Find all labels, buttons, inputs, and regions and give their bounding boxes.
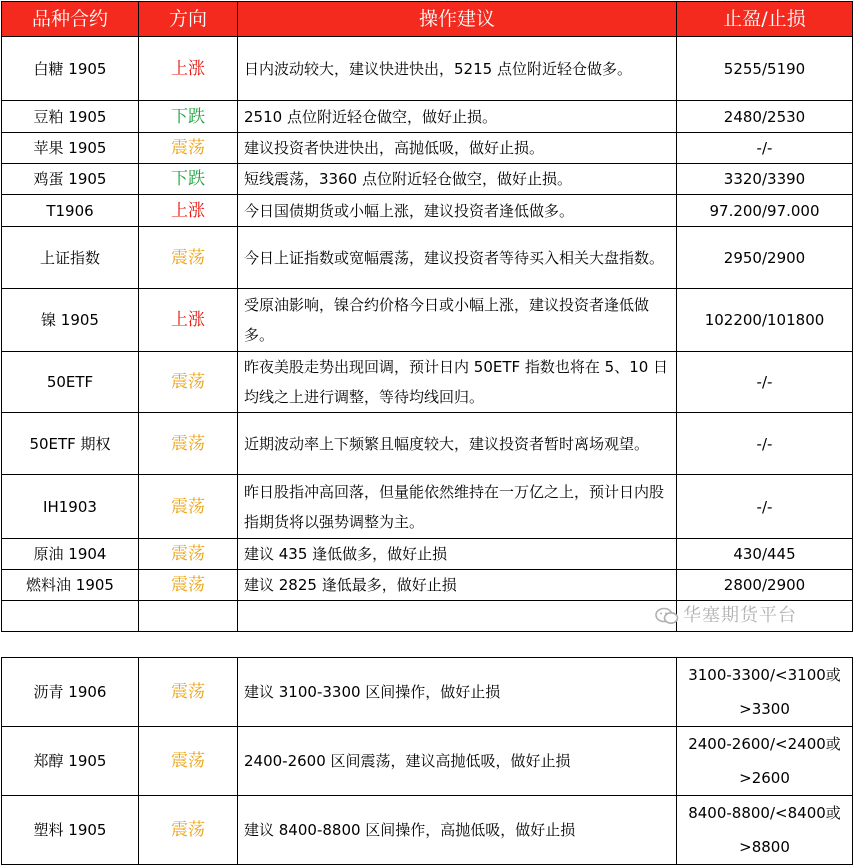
target-cell: 3100-3300/<3100或>3300 bbox=[677, 658, 853, 727]
advice-cell: 近期波动率上下频繁且幅度较大，建议投资者暂时离场观望。 bbox=[238, 413, 677, 475]
contract-cell: 镍 1905 bbox=[2, 289, 139, 352]
advice-cell: 昨日股指冲高回落，但量能依然维持在一万亿之上，预计日内股指期货将以强势调整为主。 bbox=[238, 475, 677, 539]
table-row bbox=[2, 539, 853, 570]
contract-cell: T1906 bbox=[2, 195, 139, 227]
direction-cell: 震荡 bbox=[139, 727, 238, 796]
target-cell: 2800/2900 bbox=[677, 570, 853, 601]
target-cell: 2400-2600/<2400或>2600 bbox=[677, 727, 853, 796]
target-cell: -/- bbox=[677, 475, 853, 539]
direction-cell: 震荡 bbox=[139, 658, 238, 727]
direction-cell: 震荡 bbox=[139, 133, 238, 164]
header-contract: 品种合约 bbox=[2, 2, 139, 37]
target-cell: -/- bbox=[677, 352, 853, 413]
advice-table bbox=[1, 1, 853, 632]
contract-cell: 原油 1904 bbox=[2, 539, 139, 570]
table-row bbox=[2, 658, 853, 727]
header-target: 止盈/止损 bbox=[677, 2, 853, 37]
contract-cell: 塑料 1905 bbox=[2, 796, 139, 865]
direction-cell: 震荡 bbox=[139, 227, 238, 289]
contract-cell: 豆粕 1905 bbox=[2, 101, 139, 133]
target-cell: -/- bbox=[677, 133, 853, 164]
target-cell: -/- bbox=[677, 413, 853, 475]
direction-cell: 下跌 bbox=[139, 101, 238, 133]
table-row bbox=[2, 352, 853, 413]
advice-cell: 2400-2600 区间震荡，建议高抛低吸，做好止损 bbox=[238, 727, 677, 796]
contract-cell: 燃料油 1905 bbox=[2, 570, 139, 601]
contract-cell: 郑醇 1905 bbox=[2, 727, 139, 796]
table-row bbox=[2, 570, 853, 601]
target-cell: 2950/2900 bbox=[677, 227, 853, 289]
empty-cell bbox=[238, 601, 677, 632]
contract-cell: 沥青 1906 bbox=[2, 658, 139, 727]
direction-cell: 上涨 bbox=[139, 37, 238, 101]
contract-cell: 苹果 1905 bbox=[2, 133, 139, 164]
table-row bbox=[2, 727, 853, 796]
direction-cell: 震荡 bbox=[139, 539, 238, 570]
advice-cell: 今日上证指数或宽幅震荡，建议投资者等待买入相关大盘指数。 bbox=[238, 227, 677, 289]
contract-cell: 上证指数 bbox=[2, 227, 139, 289]
advice-cell: 日内波动较大，建议快进快出，5215 点位附近轻仓做多。 bbox=[238, 37, 677, 101]
advice-cell: 昨夜美股走势出现回调，预计日内 50ETF 指数也将在 5、10 日均线之上进行调整，等待均线回归。 bbox=[238, 352, 677, 413]
direction-cell: 震荡 bbox=[139, 352, 238, 413]
advice-cell: 短线震荡，3360 点位附近轻仓做空，做好止损。 bbox=[238, 164, 677, 195]
advice-cell: 受原油影响，镍合约价格今日或小幅上涨，建议投资者逢低做多。 bbox=[238, 289, 677, 352]
advice-cell: 2510 点位附近轻仓做空，做好止损。 bbox=[238, 101, 677, 133]
table-row bbox=[2, 475, 853, 539]
table-row bbox=[2, 289, 853, 352]
advice-cell: 建议 2825 逢低最多，做好止损 bbox=[238, 570, 677, 601]
advice-cell: 建议 3100-3300 区间操作，做好止损 bbox=[238, 658, 677, 727]
contract-cell: 50ETF 期权 bbox=[2, 413, 139, 475]
advice-cell: 建议投资者快进快出，高抛低吸，做好止损。 bbox=[238, 133, 677, 164]
target-cell: 8400-8800/<8400或>8800 bbox=[677, 796, 853, 865]
watermark-text: 华塞期货平台 bbox=[683, 605, 797, 626]
contract-cell: 鸡蛋 1905 bbox=[2, 164, 139, 195]
header-row bbox=[2, 2, 853, 37]
direction-cell: 震荡 bbox=[139, 475, 238, 539]
empty-cell bbox=[139, 601, 238, 632]
wechat-icon bbox=[655, 607, 679, 625]
contract-cell: IH1903 bbox=[2, 475, 139, 539]
watermark bbox=[655, 601, 797, 627]
direction-cell: 上涨 bbox=[139, 289, 238, 352]
target-cell: 2480/2530 bbox=[677, 101, 853, 133]
table-row bbox=[2, 133, 853, 164]
advice-cell: 今日国债期货或小幅上涨，建议投资者逢低做多。 bbox=[238, 195, 677, 227]
target-cell: 5255/5190 bbox=[677, 37, 853, 101]
target-cell: 102200/101800 bbox=[677, 289, 853, 352]
advice-cell: 建议 435 逢低做多，做好止损 bbox=[238, 539, 677, 570]
direction-cell: 震荡 bbox=[139, 796, 238, 865]
empty-cell bbox=[2, 601, 139, 632]
target-cell: 97.200/97.000 bbox=[677, 195, 853, 227]
header-advice: 操作建议 bbox=[238, 2, 677, 37]
table-row bbox=[2, 37, 853, 101]
contract-cell: 50ETF bbox=[2, 352, 139, 413]
target-cell: 3320/3390 bbox=[677, 164, 853, 195]
contract-cell: 白糖 1905 bbox=[2, 37, 139, 101]
target-cell: 430/445 bbox=[677, 539, 853, 570]
advice-cell: 建议 8400-8800 区间操作，高抛低吸，做好止损 bbox=[238, 796, 677, 865]
table-row bbox=[2, 413, 853, 475]
table-row bbox=[2, 164, 853, 195]
table-row bbox=[2, 796, 853, 865]
direction-cell: 下跌 bbox=[139, 164, 238, 195]
direction-cell: 震荡 bbox=[139, 570, 238, 601]
direction-cell: 上涨 bbox=[139, 195, 238, 227]
table-row bbox=[2, 195, 853, 227]
table-row bbox=[2, 101, 853, 133]
table-row bbox=[2, 227, 853, 289]
header-direction: 方向 bbox=[139, 2, 238, 37]
advice-table-continued bbox=[1, 657, 853, 865]
direction-cell: 震荡 bbox=[139, 413, 238, 475]
